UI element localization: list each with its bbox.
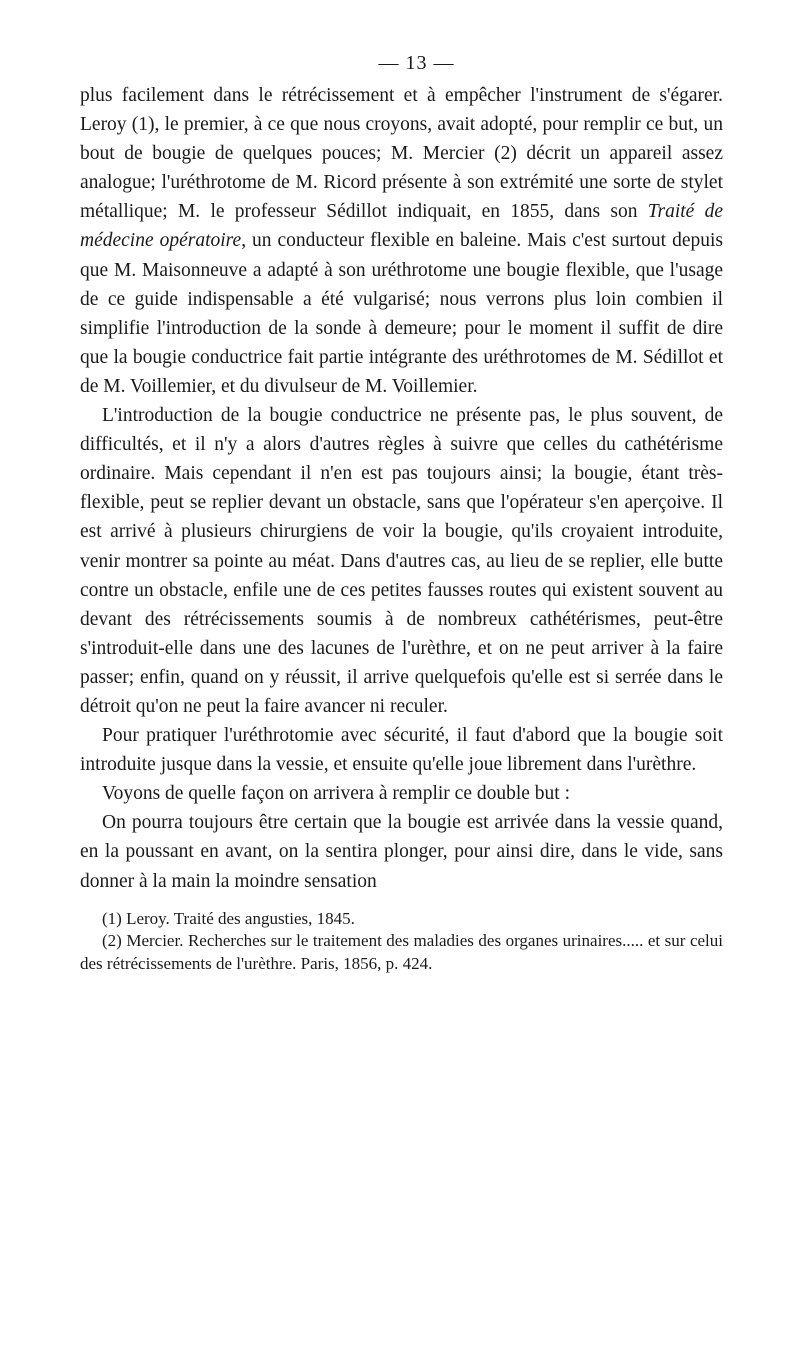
body-text [80,81,723,896]
text-run: L'introduction de la bougie conductrice ne présente pas, le plus souvent, de difficultés, et il n'y a alors d'autres règles à suivre que celles du cathétérisme ordinaire. Mais cependant il n'en est pas toujours ainsi; la bougie, étant très-flexible, peut se replier devant un obstacle, sans que l'opérateur s'en aperçoive. Il est arrivé à plusieurs chirurgiens de voir la bougie, qu'ils croyaient introduite, venir montrer sa pointe au méat. Dans d'autres cas, au lieu de se replier, elle butte contre un obstacle, enfile une de ces petites fausses routes qui existent souvent au devant des rétrécissements soumis à de nombreux cathétérismes, peut-être s'introduit-elle dans une des lacunes de l'urèthre, et on ne peut arriver à la faire passer; enfin, quand on y réussit, il arrive quelquefois qu'elle est si serrée dans le détroit qu'on ne peut la faire avancer ni reculer. [80,405,723,717]
text-run: plus facilement dans le rétrécissement et à empêcher l'instrument de s'égarer. Leroy (1), le premier, à ce que nous croyons, avait adopté, pour remplir ce but, un bout de bougie de quelques pouces; M. Mercier (2) décrit un appareil assez analogue; l'uréthrotome de M. Ricord présente à son extrémité une sorte de stylet métallique; M. le professeur Sédillot indiquait, en 1855, dans son [80,85,723,223]
book-title: Traité de médecine opératoire [80,201,723,252]
paragraph [80,721,723,779]
paragraph [80,81,723,401]
text-run: , un conducteur flexible en baleine. Mais c'est surtout depuis que M. Maisonneuve a adapté à son uréthrotome une bougie flexible, que l'usage de ce guide indispensable a été vulgarisé; nous verrons plus loin combien il simplifie l'introduction de la sonde à demeure; pour le moment il suffit de dire que la bougie conductrice fait partie intégrante des uréthrotomes de M. Sédillot et de M. Voillemier, et du divulseur de M. Voillemier. [80,230,723,397]
text-run: Pour pratiquer l'uréthrotomie avec sécurité, il faut d'abord que la bougie soit introduite jusque dans la vessie, et ensuite qu'elle joue librement dans l'urèthre. [80,725,723,776]
page-number: — 13 — [378,52,455,74]
text-run: On pourra toujours être certain que la bougie est arrivée dans la vessie quand, en la poussant en avant, on la sentira plonger, pour ainsi dire, dans le vide, sans donner à la main la moindre sensation [80,812,723,892]
footnotes [80,908,723,976]
footnote: (2) Mercier. Recherches sur le traitement des maladies des organes urinaires..... et sur celui des rétrécissements de l'urèthre. Paris, 1856, p. 424. [80,931,723,973]
paragraph [80,779,723,808]
text-run: Voyons de quelle façon on arrivera à remplir ce double but : [102,783,571,805]
paragraph [80,808,723,895]
book-page [80,52,723,975]
footnote: (1) Leroy. Traité des angusties, 1845. [102,908,355,928]
paragraph [80,401,723,721]
